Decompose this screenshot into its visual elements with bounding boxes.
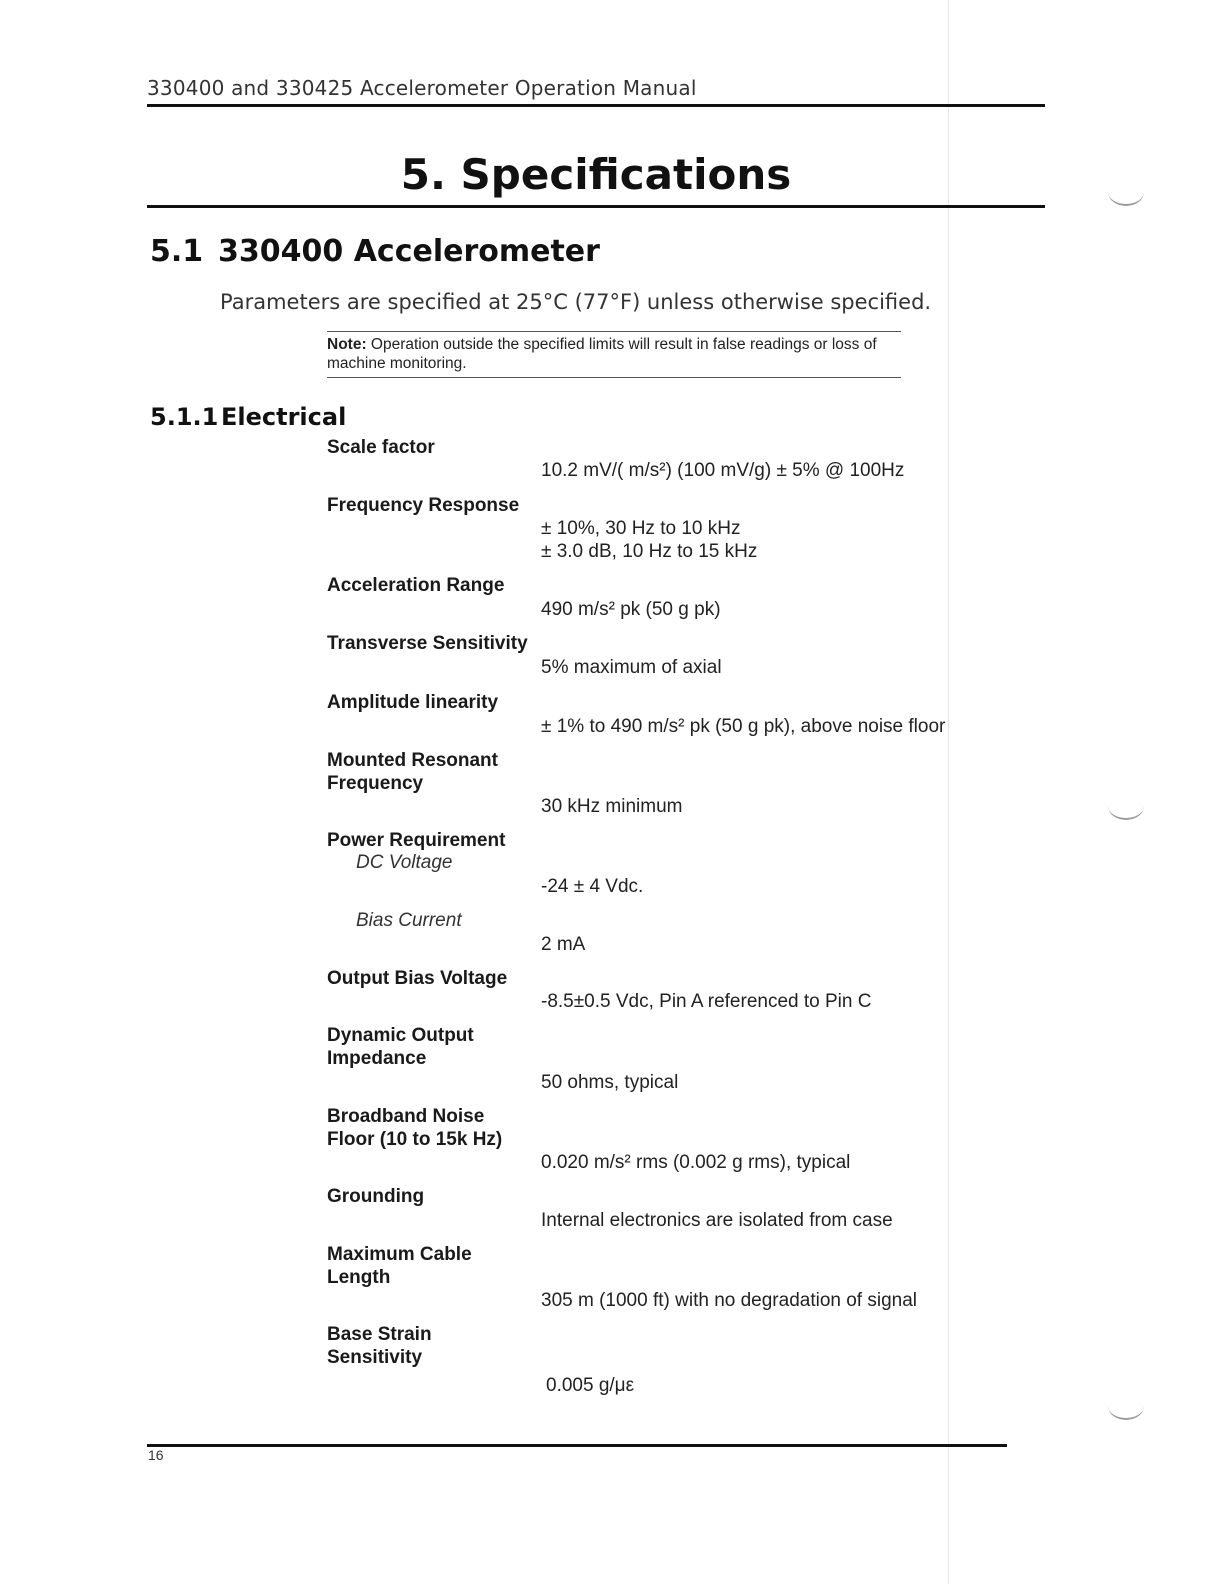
spec-label-line: Mounted Resonant (327, 750, 498, 771)
spec-label-line: Dynamic Output (327, 1025, 474, 1046)
spec-label-line: Base Strain (327, 1324, 432, 1345)
spec-label-amplitude-linearity: Amplitude linearity (327, 692, 499, 713)
spec-sublabel-dc-voltage: DC Voltage (356, 852, 453, 873)
spec-value-grounding: Internal electronics are isolated from case (541, 1210, 893, 1231)
spec-label-line: Maximum Cable (327, 1244, 472, 1265)
spec-value-amplitude-linearity: ± 1% to 490 m/s² pk (50 g pk), above noise floor (541, 716, 946, 737)
section-intro: Parameters are specified at 25°C (77°F) unless otherwise specified. (220, 290, 932, 314)
spec-value-transverse-sensitivity: 5% maximum of axial (541, 657, 722, 678)
spec-value-base-strain-sensitivity: 0.005 g/με (546, 1375, 635, 1396)
header-rule (147, 104, 1045, 107)
spec-label-dynamic-output-impedance (327, 1024, 542, 1070)
note-box (327, 335, 901, 373)
section-title: 330400 Accelerometer (218, 234, 600, 269)
spec-label-line: Length (327, 1267, 391, 1288)
spec-value-mounted-resonant-frequency: 30 kHz minimum (541, 796, 683, 817)
spec-label-transverse-sensitivity: Transverse Sensitivity (327, 633, 528, 654)
spec-value-scale-factor: 10.2 mV/( m/s²) (100 mV/g) ± 5% @ 100Hz (541, 460, 905, 481)
subsection-title: Electrical (221, 403, 347, 431)
subsection-number: 5.1.1 (150, 403, 219, 431)
scan-fold-line (948, 0, 949, 1584)
spec-value-maximum-cable-length: 305 m (1000 ft) with no degradation of signal (541, 1290, 918, 1311)
spec-label-line: Floor (10 to 15k Hz) (327, 1129, 503, 1150)
spec-sublabel-bias-current: Bias Current (356, 910, 462, 931)
chapter-title: 5. Specifications (400, 150, 792, 199)
spec-label-broadband-noise-floor (327, 1105, 542, 1151)
note-bottom-rule (327, 377, 901, 378)
chapter-rule (147, 205, 1045, 208)
note-label: Note: (327, 336, 367, 353)
page-number: 16 (148, 1447, 164, 1463)
binder-hole-bottom (1108, 1392, 1144, 1420)
spec-label-base-strain-sensitivity (327, 1323, 542, 1369)
spec-value-frequency-response-2: ± 3.0 dB, 10 Hz to 15 kHz (541, 541, 758, 562)
spec-value-output-bias-voltage: -8.5±0.5 Vdc, Pin A referenced to Pin C (541, 991, 872, 1012)
spec-label-grounding: Grounding (327, 1186, 425, 1207)
spec-value-dynamic-output-impedance: 50 ohms, typical (541, 1072, 679, 1093)
binder-hole-middle (1108, 792, 1144, 820)
section-number: 5.1 (150, 234, 204, 269)
spec-label-scale-factor: Scale factor (327, 437, 435, 458)
spec-value-bias-current: 2 mA (541, 934, 586, 955)
footer-rule (147, 1444, 1007, 1447)
spec-label-frequency-response: Frequency Response (327, 495, 520, 516)
spec-value-frequency-response-1: ± 10%, 30 Hz to 10 kHz (541, 518, 741, 539)
spec-label-line: Sensitivity (327, 1347, 423, 1368)
spec-label-line: Frequency (327, 773, 424, 794)
binder-hole-top (1108, 178, 1144, 206)
note-text: Operation outside the specified limits will result in false readings or loss of machine monitoring. (327, 336, 877, 372)
spec-value-broadband-noise-floor: 0.020 m/s² rms (0.002 g rms), typical (541, 1152, 851, 1173)
note-top-rule (327, 331, 901, 332)
spec-label-line: Broadband Noise (327, 1106, 485, 1127)
running-header: 330400 and 330425 Accelerometer Operation Manual (147, 76, 697, 100)
spec-label-line: Impedance (327, 1048, 427, 1069)
section-heading (150, 234, 600, 269)
spec-label-mounted-resonant-frequency (327, 749, 542, 795)
spec-label-power-requirement: Power Requirement (327, 830, 506, 851)
spec-label-acceleration-range: Acceleration Range (327, 575, 505, 596)
spec-label-output-bias-voltage: Output Bias Voltage (327, 968, 508, 989)
spec-value-dc-voltage: -24 ± 4 Vdc. (541, 876, 644, 897)
spec-value-acceleration-range: 490 m/s² pk (50 g pk) (541, 599, 721, 620)
subsection-heading (150, 403, 346, 431)
spec-label-maximum-cable-length (327, 1243, 542, 1289)
